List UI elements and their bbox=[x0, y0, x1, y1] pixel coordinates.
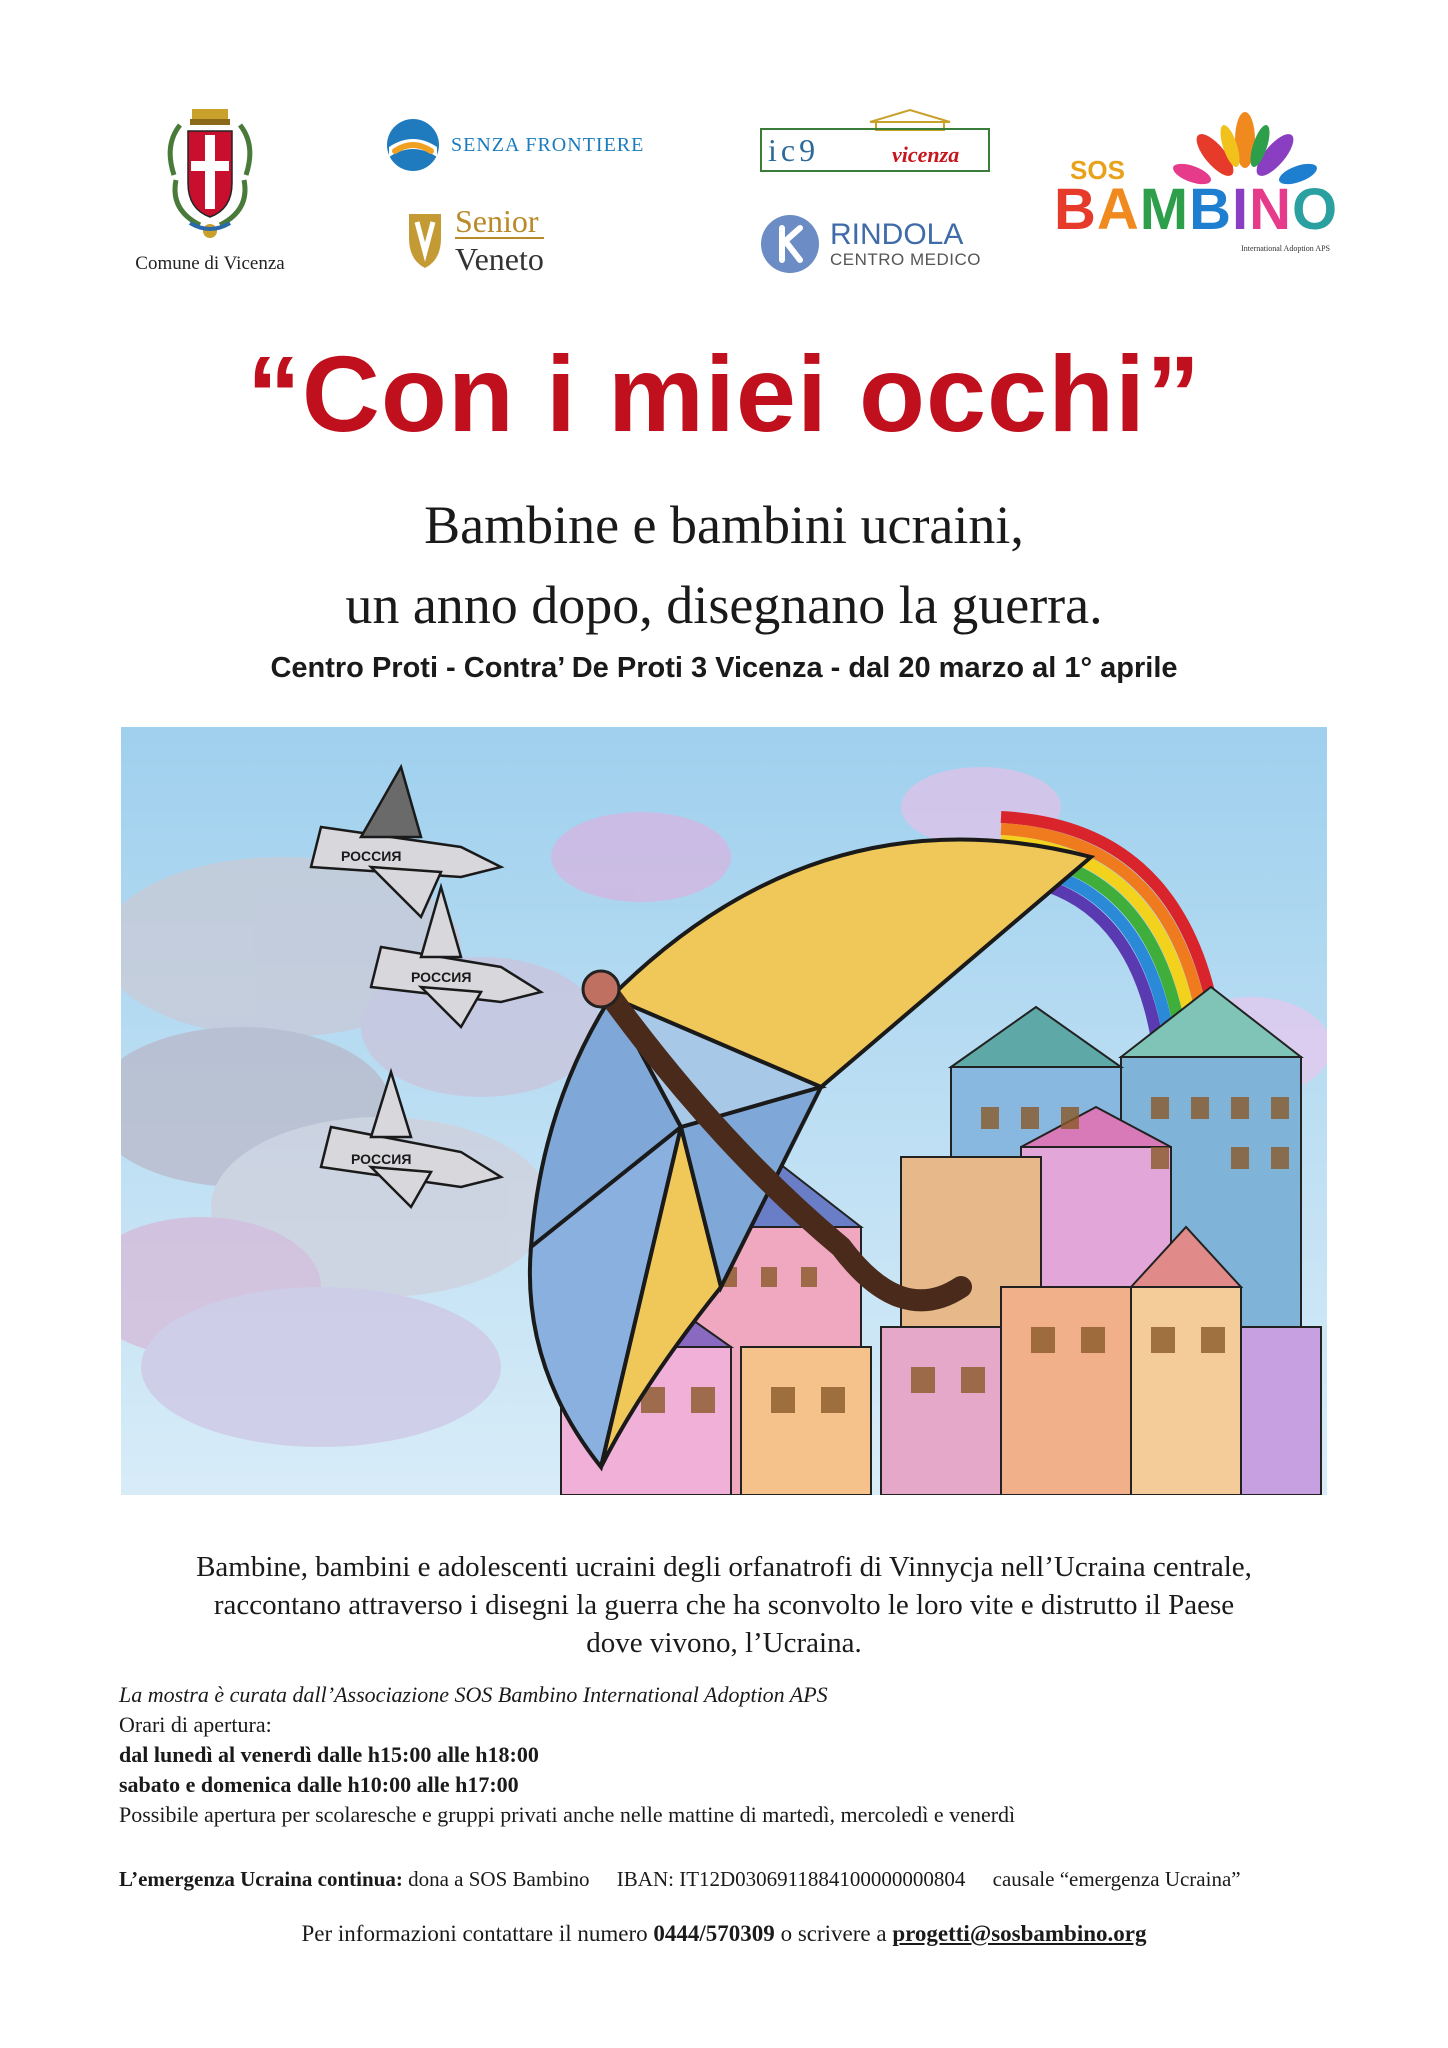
ic9-vicenza-logo bbox=[760, 108, 990, 172]
donation-text: dona a SOS Bambino bbox=[408, 1867, 590, 1891]
centro-medico-text: CENTRO MEDICO bbox=[830, 249, 981, 269]
international-adoption-text: International Adoption APS bbox=[1241, 244, 1330, 253]
exhibition-description bbox=[100, 1548, 1348, 1662]
gold-shield-icon bbox=[405, 208, 445, 272]
comune-di-vicenza-logo bbox=[110, 105, 310, 285]
sos-text: SOS bbox=[1070, 155, 1125, 185]
bambino-text: BAMBINO bbox=[1054, 177, 1339, 242]
subtitle-line-1: Bambine e bambini ucraini, bbox=[424, 495, 1024, 555]
opening-info bbox=[119, 1680, 1379, 1830]
curated-by: La mostra è curata dall’Associazione SOS Bambino International Adoption APS bbox=[119, 1682, 828, 1707]
svg-text:РОССИЯ: РОССИЯ bbox=[351, 1151, 412, 1167]
child-drawing bbox=[121, 727, 1327, 1495]
svg-text:РОССИЯ: РОССИЯ bbox=[411, 969, 472, 985]
handshake-globe-icon bbox=[385, 117, 441, 173]
ic9-text: ic9 bbox=[768, 132, 820, 168]
senior-veneto-logo bbox=[405, 200, 605, 280]
senza-frontiere-text: SENZA FRONTIERE bbox=[451, 133, 645, 156]
svg-text:РОССИЯ: РОССИЯ bbox=[341, 848, 402, 864]
contact-pre: Per informazioni contattare il numero bbox=[301, 1921, 648, 1946]
rindola-text: RINDOLA bbox=[830, 218, 964, 252]
umbrella-rainbow-city-drawing bbox=[121, 727, 1327, 1495]
sponsor-logos bbox=[0, 0, 1448, 300]
contact-email-link[interactable]: progetti@sosbambino.org bbox=[892, 1921, 1147, 1946]
donation-lead: L’emergenza Ucraina continua: bbox=[119, 1867, 403, 1891]
comune-caption: Comune di Vicenza bbox=[135, 253, 285, 274]
vicenza-text: vicenza bbox=[892, 142, 960, 167]
contact-info bbox=[0, 1921, 1448, 1947]
description-line-3: dove vivono, l’Ucraina. bbox=[586, 1627, 862, 1659]
senza-frontiere-logo bbox=[385, 115, 685, 175]
sos-bambino-logo bbox=[1050, 110, 1340, 253]
hours-weekdays: dal lunedì al venerdì dalle h15:00 alle h18:00 bbox=[119, 1742, 539, 1767]
schools-note: Possibile apertura per scolaresche e gruppi privati anche nelle mattine di martedì, mercoledì e venerdì bbox=[119, 1802, 1016, 1827]
senior-text: Senior bbox=[455, 205, 544, 239]
veneto-text: Veneto bbox=[455, 241, 544, 277]
subtitle-line-2: un anno dopo, disegnano la guerra. bbox=[345, 575, 1103, 635]
poster-title: “Con i miei occhi” bbox=[246, 333, 1202, 454]
rindola-logo bbox=[760, 212, 1000, 276]
description-line-1: Bambine, bambini e adolescenti ucraini degli orfanatrofi di Vinnycja nell’Ucraina centrale, bbox=[196, 1551, 1252, 1583]
donation-causale: causale “emergenza Ucraina” bbox=[992, 1867, 1241, 1891]
venue-dates: Centro Proti - Contra’ De Proti 3 Vicenza - dal 20 marzo al 1° aprile bbox=[270, 652, 1178, 684]
contact-phone: 0444/570309 bbox=[653, 1921, 775, 1946]
rindola-k-icon bbox=[760, 214, 820, 274]
description-line-2: raccontano attraverso i disegni la guerra che ha sconvolto le loro vite e distrutto il Paese bbox=[213, 1589, 1235, 1621]
hours-weekend: sabato e domenica dalle h10:00 alle h17:00 bbox=[119, 1772, 519, 1797]
contact-mid: o scrivere a bbox=[780, 1921, 887, 1946]
vicenza-coat-of-arms-icon bbox=[160, 105, 260, 245]
hours-label: Orari di apertura: bbox=[119, 1712, 272, 1737]
donation-iban: IBAN: IT12D0306911884100000000804 bbox=[616, 1867, 966, 1891]
donation-info bbox=[119, 1867, 1379, 1892]
